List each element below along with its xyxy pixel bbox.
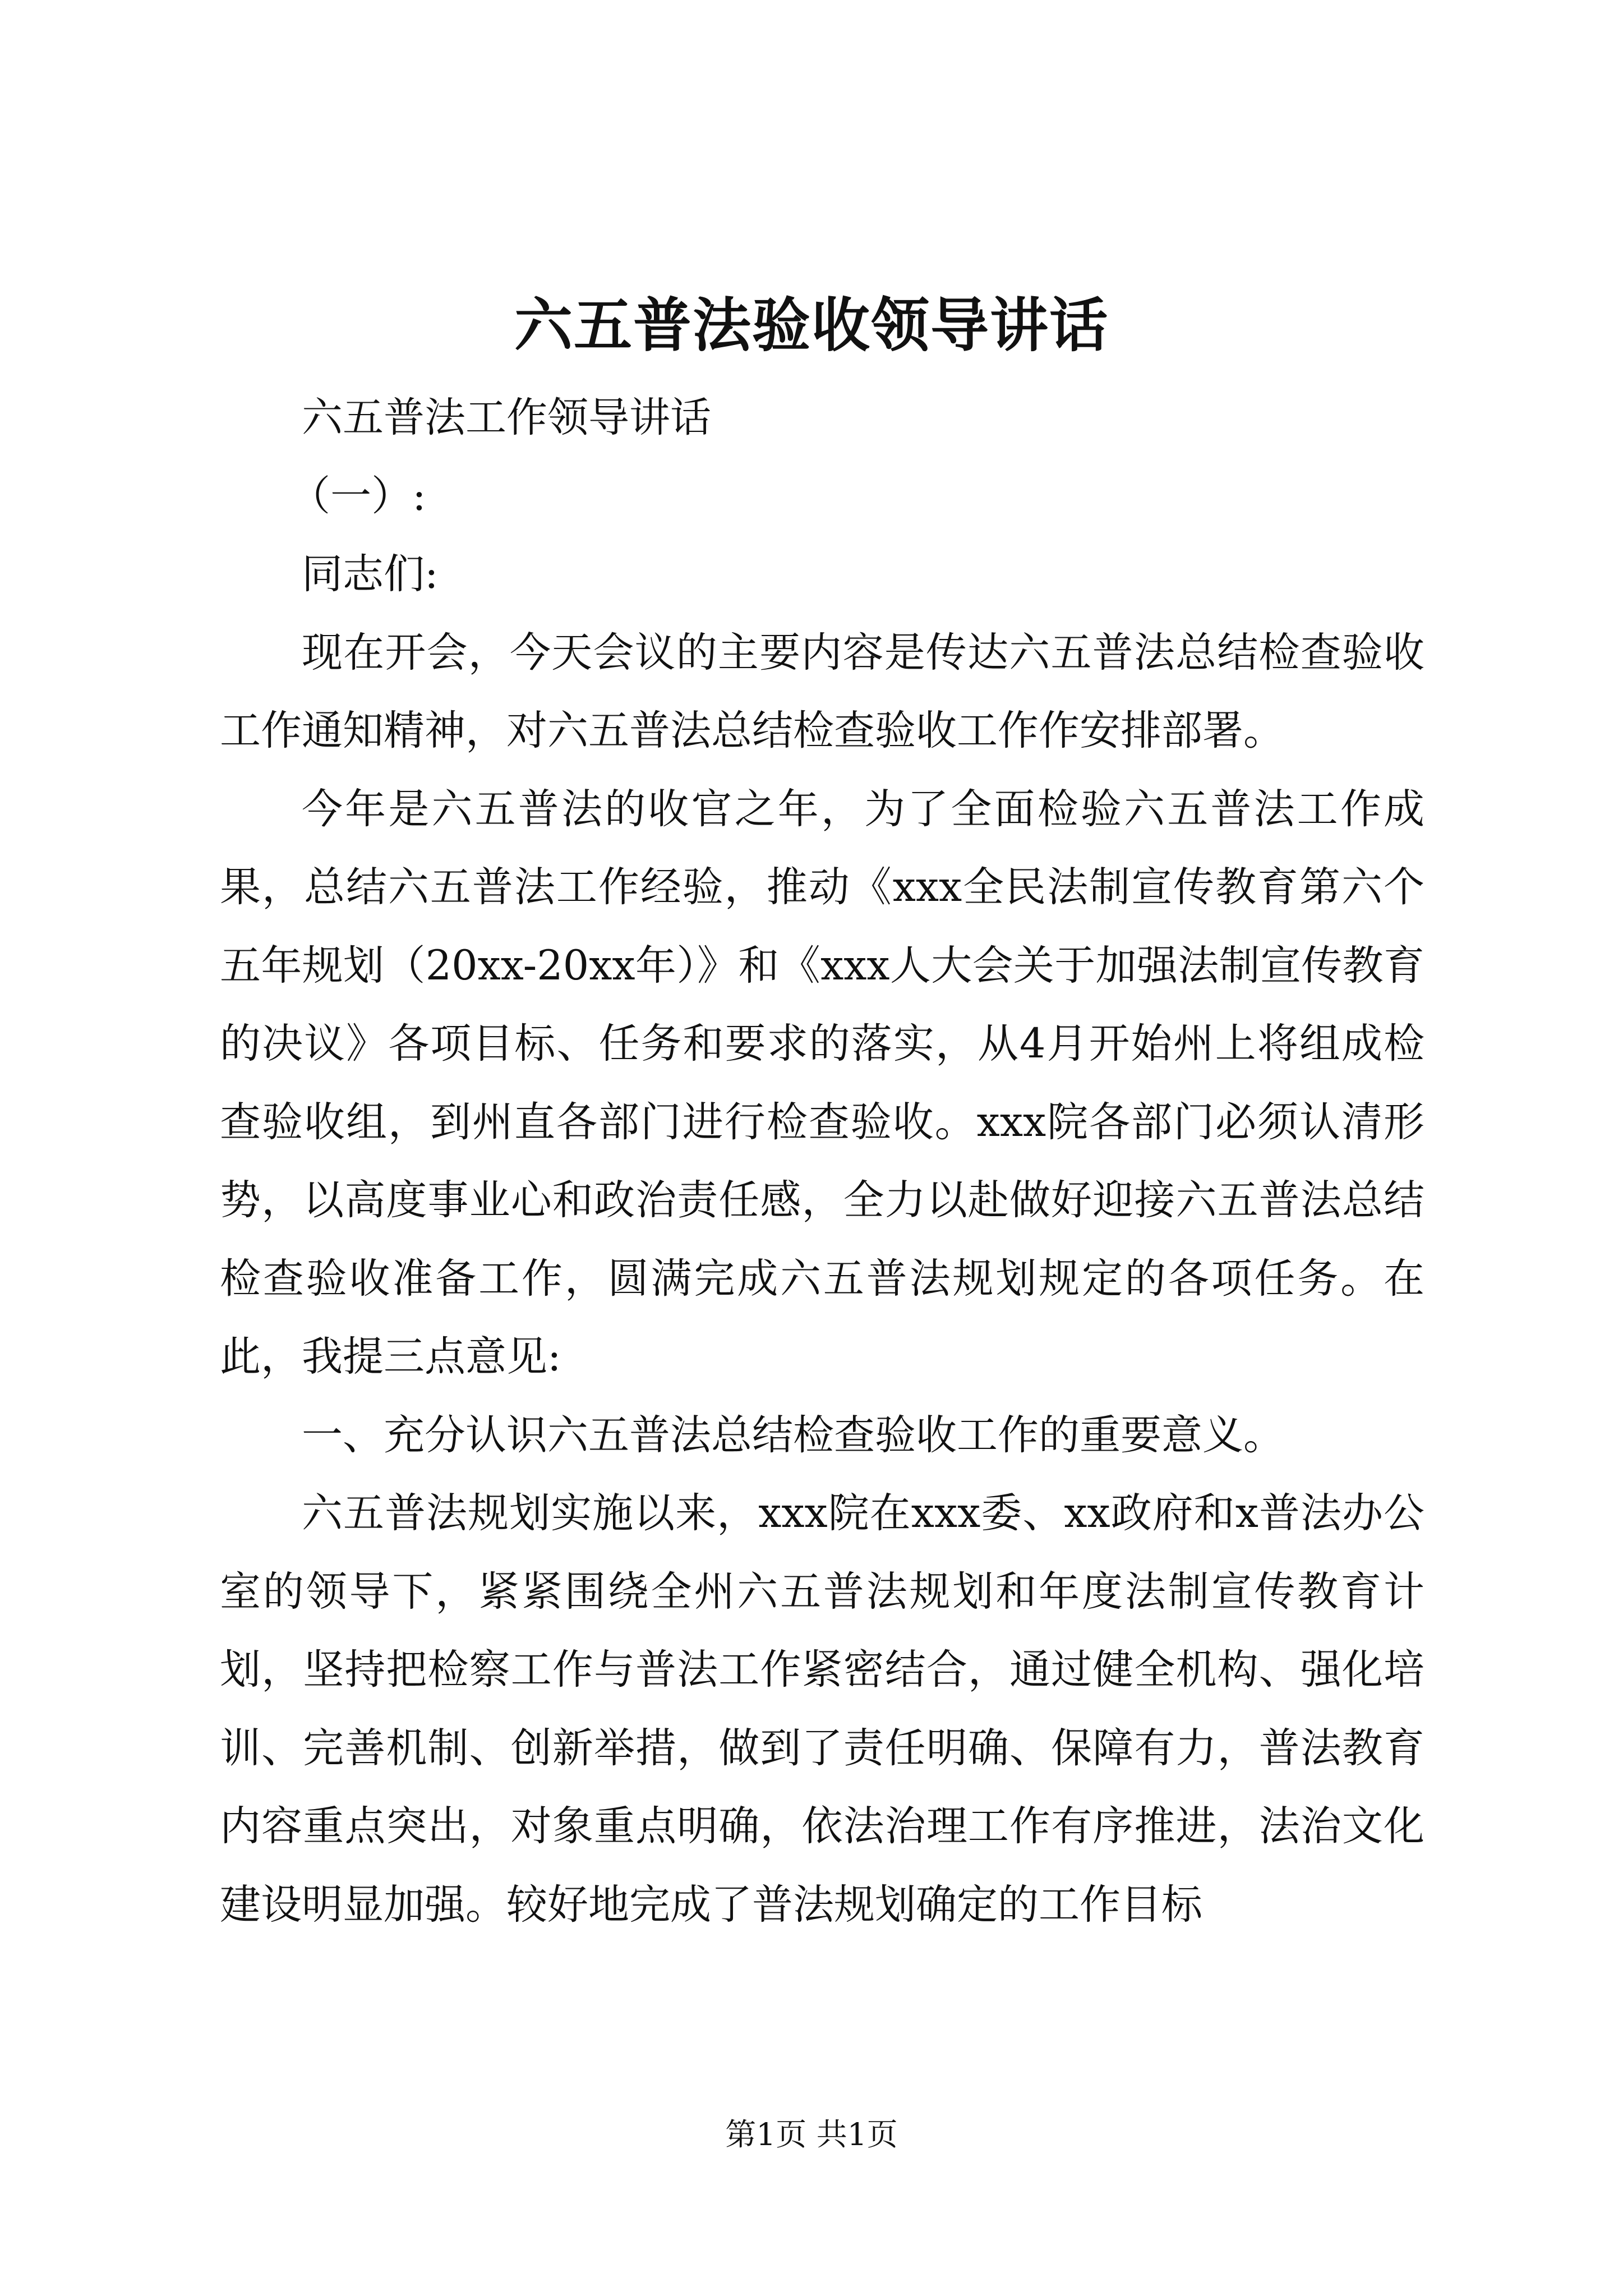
- document-title: 六五普法验收领导讲话: [514, 291, 1109, 360]
- body-paragraph: 六五普法规划实施以来，xxx院在xxx委、xx政府和x普法办公室的领导下，紧紧围绕全州六五普法规划和年度法制宣传教育计划，坚持把检察工作与普法工作紧密结合，通过健全机构、强化培训、完善机制、创新举措，做到了责任明确、保障有力，普法教育内容重点突出，对象重点明确，依法治理工作有序推进，法治文化建设明显加强。较好地完成了普法规划确定的工作目标: [220, 1489, 1424, 1929]
- document-body: [220, 379, 1424, 1944]
- section-marker: （一）:: [289, 472, 426, 520]
- page-footer: 第1页 共1页: [725, 2116, 898, 2152]
- body-paragraph: 今年是六五普法的收官之年，为了全面检验六五普法工作成果，总结六五普法工作经验，推动《xxx全民法制宣传教育第六个五年规划（20xx-20xx年）》和《xxx人大会关于加强法制宣传教育的决议》各项目标、任务和要求的落实，从4月开始州上将组成检查验收组，到州直各部门进行检查验收。xxx院各部门必须认清形势，以高度事业心和政治责任感，全力以赴做好迎接六五普法总结检查验收准备工作，圆满完成六五普法规划规定的各项任务。在此，我提三点意见:: [220, 785, 1424, 1381]
- subtitle-paragraph: 六五普法工作领导讲话: [302, 394, 711, 441]
- body-paragraph: 现在开会，今天会议的主要内容是传达六五普法总结检查验收工作通知精神，对六五普法总结检查验收工作作安排部署。: [220, 628, 1424, 754]
- salutation: 同志们:: [302, 550, 439, 598]
- section-heading: 一、充分认识六五普法总结检查验收工作的重要意义。: [302, 1411, 1284, 1459]
